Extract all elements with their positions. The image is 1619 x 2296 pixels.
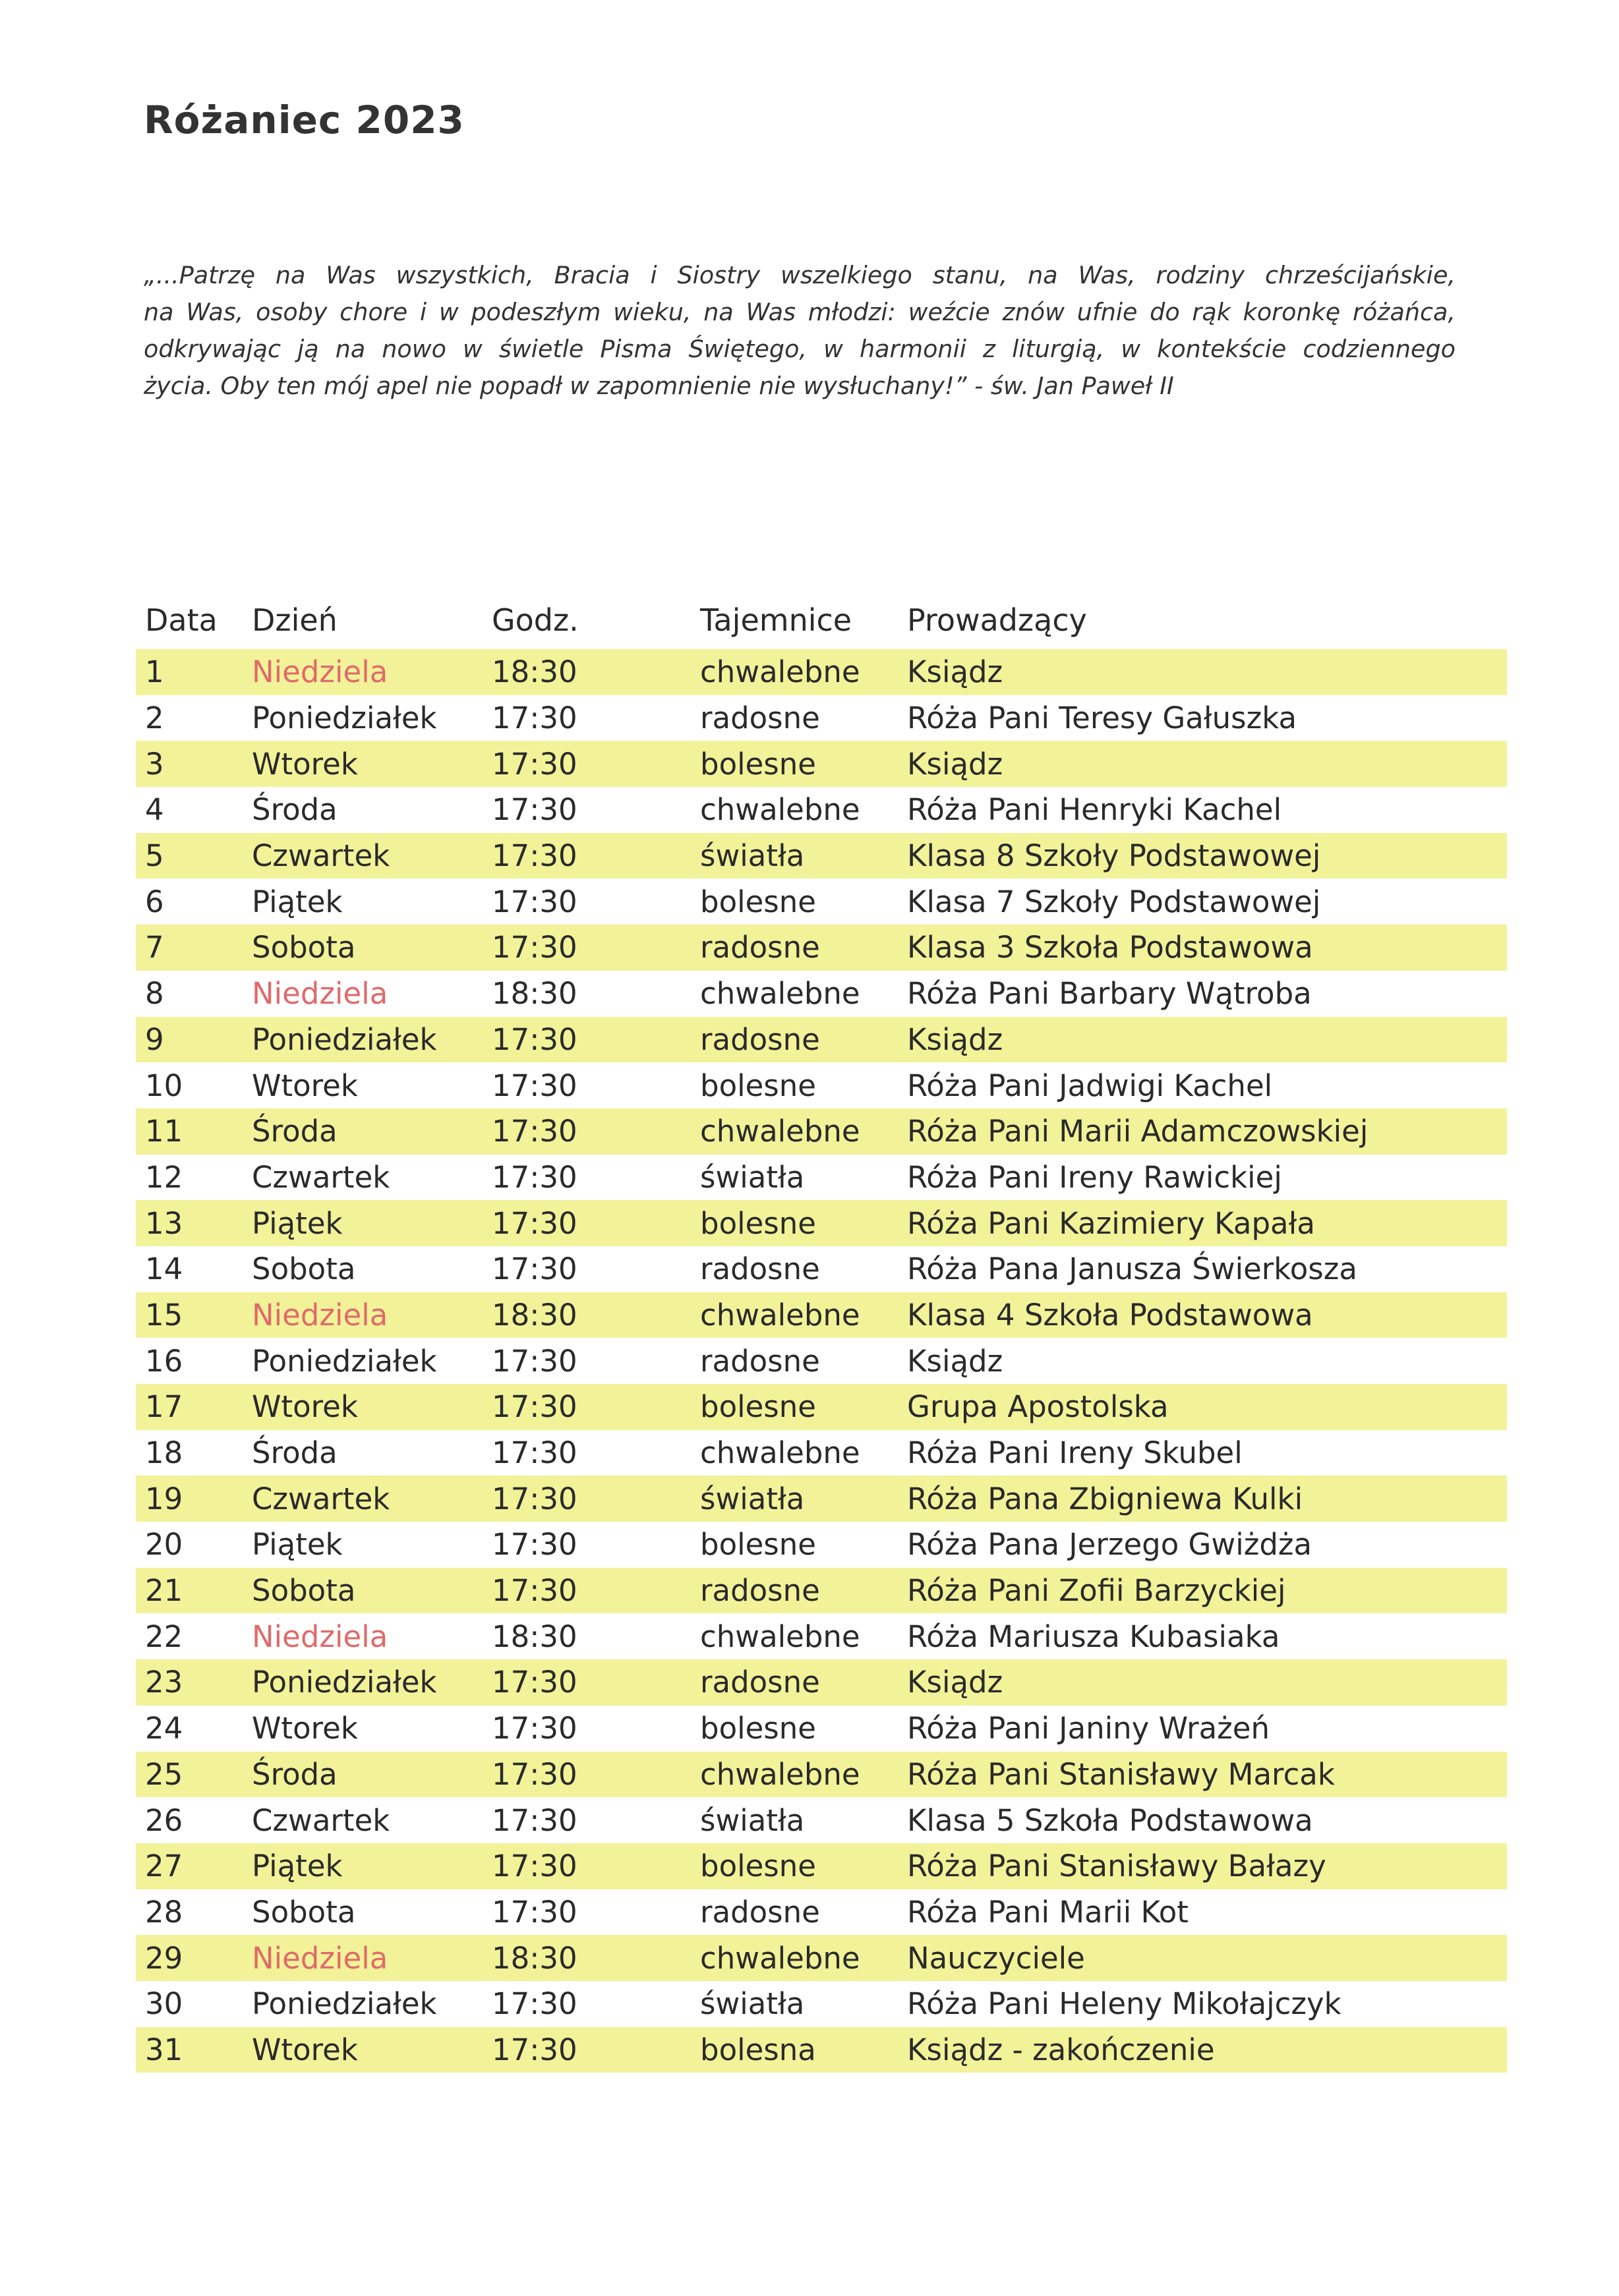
table-row — [136, 1935, 1507, 1981]
table-row — [136, 1062, 1507, 1108]
cell-day: Czwartek — [252, 1481, 390, 1516]
cell-leader: Róża Pani Barbary Wątroba — [907, 976, 1312, 1012]
cell-mystery: bolesne — [700, 1711, 816, 1746]
cell-date: 24 — [145, 1711, 183, 1746]
cell-mystery: radosne — [700, 1021, 820, 1057]
cell-date: 5 — [145, 838, 164, 874]
cell-day: Poniedziałek — [252, 1665, 437, 1700]
cell-date: 12 — [145, 1159, 183, 1195]
cell-date: 3 — [145, 746, 164, 782]
cell-date: 18 — [145, 1435, 183, 1471]
cell-date: 14 — [145, 1251, 183, 1287]
cell-day: Poniedziałek — [252, 1021, 437, 1057]
cell-date: 6 — [145, 884, 164, 919]
cell-hour: 17:30 — [492, 746, 577, 782]
cell-leader: Róża Pani Ireny Skubel — [907, 1435, 1243, 1471]
cell-mystery: bolesne — [700, 1527, 816, 1563]
header-hour: Godz. — [492, 602, 579, 638]
cell-hour: 17:30 — [492, 1849, 577, 1884]
cell-day: Niedziela — [252, 1619, 388, 1654]
cell-date: 15 — [145, 1297, 183, 1333]
cell-leader: Róża Pani Ireny Rawickiej — [907, 1159, 1282, 1195]
cell-date: 1 — [145, 654, 164, 690]
cell-day: Sobota — [252, 1251, 356, 1287]
table-row — [136, 878, 1507, 925]
table-row — [136, 1843, 1507, 1889]
cell-day: Czwartek — [252, 1159, 390, 1195]
table-row — [136, 1017, 1507, 1063]
cell-leader: Nauczyciele — [907, 1940, 1085, 1976]
cell-day: Niedziela — [252, 1297, 388, 1333]
cell-leader: Ksiądz — [907, 1343, 1003, 1379]
cell-hour: 17:30 — [492, 1894, 577, 1930]
cell-mystery: światła — [700, 838, 805, 874]
cell-date: 9 — [145, 1021, 164, 1057]
cell-hour: 17:30 — [492, 1986, 577, 2022]
page-title: Różaniec 2023 — [144, 98, 465, 142]
table-row — [136, 1613, 1507, 1659]
cell-hour: 17:30 — [492, 1573, 577, 1609]
cell-hour: 18:30 — [492, 1940, 577, 1976]
cell-mystery: chwalebne — [700, 654, 860, 690]
cell-date: 23 — [145, 1665, 183, 1700]
table-row — [136, 1706, 1507, 1752]
cell-mystery: chwalebne — [700, 976, 860, 1012]
cell-day: Sobota — [252, 1894, 356, 1930]
cell-leader: Ksiądz - zakończenie — [907, 2032, 1215, 2067]
cell-mystery: światła — [700, 1986, 805, 2022]
table-row — [136, 1292, 1507, 1338]
cell-leader: Róża Pani Stanisławy Bałazy — [907, 1849, 1326, 1884]
cell-day: Wtorek — [252, 1389, 358, 1425]
table-body — [136, 649, 1507, 2073]
cell-mystery: chwalebne — [700, 1297, 860, 1333]
cell-day: Piątek — [252, 1527, 343, 1563]
table-row — [136, 1981, 1507, 2027]
cell-date: 26 — [145, 1802, 183, 1838]
cell-hour: 17:30 — [492, 1343, 577, 1379]
cell-day: Wtorek — [252, 1068, 358, 1103]
cell-hour: 17:30 — [492, 1021, 577, 1057]
cell-leader: Ksiądz — [907, 654, 1003, 690]
cell-date: 13 — [145, 1205, 183, 1241]
cell-leader: Róża Pani Marii Kot — [907, 1894, 1189, 1930]
cell-mystery: bolesne — [700, 1849, 816, 1884]
cell-leader: Róża Pani Teresy Gałuszka — [907, 701, 1297, 736]
cell-hour: 17:30 — [492, 792, 577, 828]
cell-hour: 17:30 — [492, 1205, 577, 1241]
quote — [144, 257, 1456, 405]
cell-mystery: światła — [700, 1802, 805, 1838]
cell-leader: Róża Pani Zofii Barzyckiej — [907, 1573, 1286, 1609]
cell-mystery: chwalebne — [700, 792, 860, 828]
table-row — [136, 1200, 1507, 1246]
cell-mystery: radosne — [700, 1251, 820, 1287]
cell-day: Niedziela — [252, 976, 388, 1012]
table-row — [136, 649, 1507, 695]
table-row — [136, 1889, 1507, 1936]
table-row — [136, 1659, 1507, 1706]
cell-day: Czwartek — [252, 838, 390, 874]
cell-leader: Klasa 3 Szkoła Podstawowa — [907, 930, 1313, 965]
table-row — [136, 1246, 1507, 1292]
cell-leader: Ksiądz — [907, 1021, 1003, 1057]
cell-hour: 17:30 — [492, 1665, 577, 1700]
table-header — [136, 591, 1507, 649]
cell-day: Piątek — [252, 1205, 343, 1241]
cell-date: 21 — [145, 1573, 183, 1609]
cell-mystery: bolesne — [700, 1068, 816, 1103]
cell-date: 19 — [145, 1481, 183, 1516]
cell-mystery: bolesne — [700, 1389, 816, 1425]
cell-day: Środa — [252, 1756, 338, 1792]
header-date: Data — [145, 602, 218, 638]
table-row — [136, 1108, 1507, 1155]
cell-day: Środa — [252, 792, 338, 828]
cell-day: Wtorek — [252, 2032, 358, 2067]
cell-hour: 17:30 — [492, 1068, 577, 1103]
cell-hour: 17:30 — [492, 1527, 577, 1563]
table-row — [136, 695, 1507, 741]
cell-date: 16 — [145, 1343, 183, 1379]
table-row — [136, 1384, 1507, 1430]
table-row — [136, 1522, 1507, 1568]
cell-hour: 17:30 — [492, 1389, 577, 1425]
cell-date: 17 — [145, 1389, 183, 1425]
cell-leader: Klasa 5 Szkoła Podstawowa — [907, 1802, 1313, 1838]
cell-hour: 18:30 — [492, 976, 577, 1012]
table-row — [136, 925, 1507, 971]
cell-hour: 18:30 — [492, 654, 577, 690]
cell-date: 29 — [145, 1940, 183, 1976]
cell-leader: Róża Pani Jadwigi Kachel — [907, 1068, 1273, 1103]
cell-date: 11 — [145, 1114, 183, 1149]
cell-mystery: radosne — [700, 1343, 820, 1379]
cell-mystery: radosne — [700, 1665, 820, 1700]
cell-date: 7 — [145, 930, 164, 965]
cell-day: Piątek — [252, 884, 343, 919]
cell-leader: Róża Mariusza Kubasiaka — [907, 1619, 1280, 1654]
cell-leader: Róża Pana Janusza Świerkosza — [907, 1251, 1357, 1287]
cell-day: Sobota — [252, 1573, 356, 1609]
cell-mystery: chwalebne — [700, 1435, 860, 1471]
cell-date: 4 — [145, 792, 164, 828]
cell-date: 25 — [145, 1756, 183, 1792]
cell-mystery: radosne — [700, 1894, 820, 1930]
cell-hour: 17:30 — [492, 1435, 577, 1471]
cell-day: Sobota — [252, 930, 356, 965]
table-row — [136, 1752, 1507, 1798]
cell-hour: 18:30 — [492, 1619, 577, 1654]
cell-day: Wtorek — [252, 746, 358, 782]
cell-mystery: radosne — [700, 701, 820, 736]
schedule-table — [136, 591, 1507, 2073]
table-row — [136, 833, 1507, 879]
cell-hour: 17:30 — [492, 2032, 577, 2067]
cell-leader: Klasa 4 Szkoła Podstawowa — [907, 1297, 1313, 1333]
header-mystery: Tajemnice — [700, 602, 852, 638]
cell-mystery: bolesna — [700, 2032, 816, 2067]
cell-leader: Ksiądz — [907, 1665, 1003, 1700]
cell-leader: Róża Pani Janiny Wrażeń — [907, 1711, 1270, 1746]
cell-leader: Róża Pani Henryki Kachel — [907, 792, 1282, 828]
cell-hour: 17:30 — [492, 1756, 577, 1792]
cell-date: 8 — [145, 976, 164, 1012]
cell-day: Poniedziałek — [252, 1986, 437, 2022]
cell-mystery: chwalebne — [700, 1940, 860, 1976]
table-row — [136, 2027, 1507, 2073]
cell-hour: 17:30 — [492, 838, 577, 874]
cell-leader: Klasa 7 Szkoły Podstawowej — [907, 884, 1321, 919]
cell-mystery: bolesne — [700, 746, 816, 782]
cell-day: Piątek — [252, 1849, 343, 1884]
cell-hour: 17:30 — [492, 884, 577, 919]
table-row — [136, 741, 1507, 787]
cell-hour: 18:30 — [492, 1297, 577, 1333]
table-row — [136, 1338, 1507, 1384]
table-row — [136, 1155, 1507, 1201]
quote-line: życia. Oby ten mój apel nie popadł w zapomnienie nie wysłuchany!” - św. Jan Paweł II — [144, 372, 1174, 400]
cell-date: 30 — [145, 1986, 183, 2022]
cell-hour: 17:30 — [492, 1711, 577, 1746]
cell-hour: 17:30 — [492, 1114, 577, 1149]
header-day: Dzień — [252, 602, 338, 638]
cell-leader: Róża Pani Marii Adamczowskiej — [907, 1114, 1369, 1149]
cell-leader: Róża Pani Heleny Mikołajczyk — [907, 1986, 1341, 2022]
cell-date: 22 — [145, 1619, 183, 1654]
cell-mystery: bolesne — [700, 884, 816, 919]
cell-date: 2 — [145, 701, 164, 736]
cell-leader: Róża Pana Zbigniewa Kulki — [907, 1481, 1303, 1516]
table-row — [136, 787, 1507, 833]
table-row — [136, 971, 1507, 1017]
cell-leader: Klasa 8 Szkoły Podstawowej — [907, 838, 1321, 874]
cell-day: Niedziela — [252, 1940, 388, 1976]
cell-mystery: chwalebne — [700, 1619, 860, 1654]
table-row — [136, 1476, 1507, 1522]
table-row — [136, 1430, 1507, 1476]
cell-mystery: chwalebne — [700, 1756, 860, 1792]
cell-hour: 17:30 — [492, 930, 577, 965]
cell-date: 27 — [145, 1849, 183, 1884]
quote-line: odkrywając ją na nowo w świetle Pisma Świętego, w harmonii z liturgią, w kontekście codziennego — [144, 335, 1456, 363]
cell-day: Niedziela — [252, 654, 388, 690]
table-row — [136, 1568, 1507, 1614]
cell-leader: Ksiądz — [907, 746, 1003, 782]
cell-day: Poniedziałek — [252, 701, 437, 736]
quote-line: na Was, osoby chore i w podeszłym wieku, na Was młodzi: weźcie znów ufnie do rąk koronkę różańca, — [144, 298, 1456, 326]
cell-leader: Róża Pana Jerzego Gwiżdża — [907, 1527, 1312, 1563]
cell-leader: Grupa Apostolska — [907, 1389, 1169, 1425]
cell-hour: 17:30 — [492, 701, 577, 736]
header-leader: Prowadzący — [907, 602, 1087, 638]
cell-mystery: światła — [700, 1159, 805, 1195]
table-row — [136, 1797, 1507, 1843]
cell-mystery: radosne — [700, 930, 820, 965]
cell-hour: 17:30 — [492, 1481, 577, 1516]
cell-date: 10 — [145, 1068, 183, 1103]
cell-hour: 17:30 — [492, 1802, 577, 1838]
cell-date: 31 — [145, 2032, 183, 2067]
cell-day: Czwartek — [252, 1802, 390, 1838]
cell-day: Poniedziałek — [252, 1343, 437, 1379]
cell-day: Wtorek — [252, 1711, 358, 1746]
cell-day: Środa — [252, 1114, 338, 1149]
cell-mystery: bolesne — [700, 1205, 816, 1241]
cell-date: 20 — [145, 1527, 183, 1563]
cell-day: Środa — [252, 1435, 338, 1471]
cell-leader: Róża Pani Kazimiery Kapała — [907, 1205, 1315, 1241]
cell-hour: 17:30 — [492, 1251, 577, 1287]
cell-leader: Róża Pani Stanisławy Marcak — [907, 1756, 1335, 1792]
cell-mystery: chwalebne — [700, 1114, 860, 1149]
cell-hour: 17:30 — [492, 1159, 577, 1195]
cell-date: 28 — [145, 1894, 183, 1930]
quote-line: „...Patrzę na Was wszystkich, Bracia i Siostry wszelkiego stanu, na Was, rodziny chrześcijańskie, — [144, 261, 1456, 289]
cell-mystery: światła — [700, 1481, 805, 1516]
cell-mystery: radosne — [700, 1573, 820, 1609]
